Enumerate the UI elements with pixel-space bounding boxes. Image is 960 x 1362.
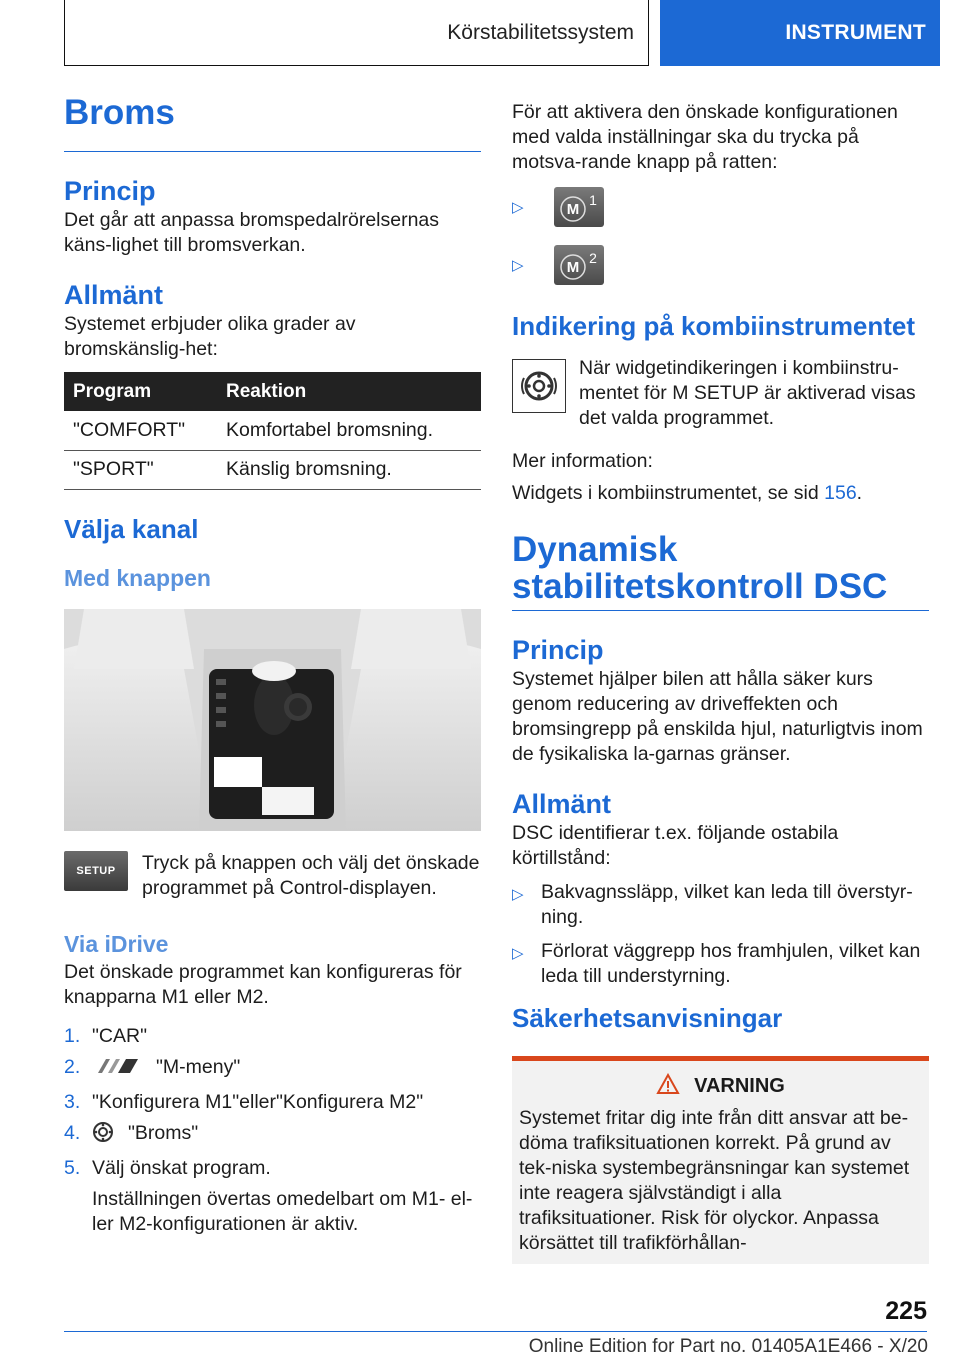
step-text: "Broms" <box>128 1121 199 1144</box>
m1-button-row <box>512 187 929 227</box>
table-cell: "SPORT" <box>64 450 217 489</box>
footer-divider <box>64 1331 927 1332</box>
sakerhet-heading: Säkerhetsanvisningar <box>512 1002 783 1033</box>
bullet-text: Bakvagnssläpp, vilket kan leda till överstyr-ning. <box>541 880 913 928</box>
m2-button-icon <box>554 245 604 285</box>
setup-instruction <box>64 851 481 901</box>
via-idrive-text: Det önskade programmet kan konfigureras för knapparna M1 eller M2. <box>64 960 462 1008</box>
setup-button-icon <box>64 851 128 891</box>
list-item <box>64 1156 481 1181</box>
footer-edition: Online Edition for Part no. 01405A1E466 - X/20 <box>528 1336 928 1357</box>
setup-label: SETUP <box>76 864 116 877</box>
setup-text: Tryck på knappen och välj det önskade programmet på Control-displayen. <box>142 851 480 899</box>
warning-label: VARNING <box>694 1074 785 1097</box>
list-item <box>64 1055 481 1084</box>
table-cell: Komfortabel bromsning. <box>217 411 481 450</box>
step-text: "CAR" <box>92 1024 148 1047</box>
list-item <box>64 1121 481 1150</box>
list-item <box>64 1024 481 1049</box>
bullet-text: Förlorat väggrepp hos framhjulen, vilket kan leda till understyrning. <box>541 939 921 987</box>
step-text: "Konfigurera M1"eller"Konfigurera M2" <box>92 1090 424 1113</box>
dsc-title-line1: Dynamisk <box>512 530 678 569</box>
m2-button-row <box>512 245 929 285</box>
broms-title-block <box>64 95 481 152</box>
header-chapter-tab <box>660 0 940 66</box>
triangle-bullet-icon: ▷ <box>512 944 524 962</box>
program-table <box>64 372 481 490</box>
via-idrive-heading: Via iDrive <box>64 930 169 957</box>
page-number: 225 <box>885 1297 927 1325</box>
step-number: 5. <box>64 1156 81 1179</box>
dsc-bullets <box>512 880 929 989</box>
warning-triangle-icon <box>656 1073 680 1100</box>
table-cell: Känslig bromsning. <box>217 450 481 489</box>
widgets-reference: Widgets i kombiinstrumentet, se sid 156. <box>512 482 863 504</box>
step-number: 3. <box>64 1090 81 1113</box>
left-column <box>64 95 481 1237</box>
indikering-text: När widgetindikeringen i kombiinstru-mentet för M SETUP är aktiverad visas det valda programmet. <box>579 357 916 429</box>
list-item <box>512 939 929 989</box>
step5-note: Inställningen övertas omedelbart om M1- el-ler M2-konfigurationen är aktiv. <box>92 1187 473 1235</box>
triangle-bullet-icon: ▷ <box>512 199 524 216</box>
med-knappen-heading: Med knappen <box>64 564 211 591</box>
dsc-princip-heading: Princip <box>512 634 604 665</box>
brake-widget-icon <box>512 359 566 413</box>
princip-text: Det går att anpassa bromspedalrörelsernas käns-lighet till bromsverkan. <box>64 209 440 256</box>
mer-information: Mer information: <box>512 450 653 472</box>
table-row <box>64 450 481 489</box>
allmant-text: Systemet erbjuder olika grader av bromskänslig-het: <box>64 313 356 360</box>
indikering-block <box>512 356 929 431</box>
widgets-ref-text: Widgets i kombiinstrumentet, se sid <box>512 482 825 504</box>
m1-button-icon <box>554 187 604 227</box>
page-title-broms: Broms <box>64 93 175 132</box>
center-console-image <box>64 609 481 831</box>
list-item <box>512 880 929 930</box>
page-link-156[interactable]: 156 <box>824 482 857 504</box>
header-section-title <box>64 0 649 66</box>
intro-text: För att aktivera den önskade konfigurationen med valda inställningar ska du trycka på motsva-rande knapp på ratten: <box>512 101 898 173</box>
dsc-allmant-heading: Allmänt <box>512 788 612 819</box>
m1-sup: 1 <box>589 192 597 208</box>
m-logo-icon <box>92 1055 144 1084</box>
step-text: "M-meny" <box>156 1055 241 1078</box>
idrive-steps-list <box>64 1024 481 1181</box>
list-item <box>64 1090 481 1115</box>
warning-box <box>512 1056 929 1264</box>
warning-header <box>519 1073 922 1100</box>
table-header-row <box>64 372 481 411</box>
allmant-heading: Allmänt <box>64 280 164 310</box>
m1-letter: M <box>566 201 580 218</box>
warning-text: Systemet fritar dig inte från ditt ansvar att be-döma trafiksituationen korrekt. På grund av tek-niska systembegränsningar kan systemet inte reagera självständigt i alla trafiksituationer. Risk för olyckor. Anpassa körsättet till trafikförhållan- <box>519 1106 910 1254</box>
table-header-program: Program <box>64 372 217 411</box>
step-number: 2. <box>64 1055 81 1078</box>
step-number: 4. <box>64 1121 81 1144</box>
chapter-title: INSTRUMENT <box>785 21 926 44</box>
dsc-allmant-text: DSC identifierar t.ex. följande ostabila körtillstånd: <box>512 821 839 869</box>
section-title: Körstabilitetssystem <box>447 20 634 44</box>
table-row <box>64 411 481 450</box>
triangle-bullet-icon: ▷ <box>512 885 524 903</box>
princip-heading: Princip <box>64 176 156 206</box>
dsc-title-block <box>512 532 929 611</box>
table-header-reaktion: Reaktion <box>217 372 481 411</box>
brake-disc-icon <box>92 1121 116 1150</box>
step-number: 1. <box>64 1024 81 1047</box>
table-cell: "COMFORT" <box>64 411 217 450</box>
valja-kanal-heading: Välja kanal <box>64 513 199 544</box>
center-console-photo <box>64 609 481 831</box>
m2-letter: M <box>566 259 580 276</box>
step-text: Välj önskat program. <box>92 1156 271 1179</box>
indikering-heading: Indikering på kombiinstrumentet <box>512 311 916 341</box>
right-column <box>512 100 929 1264</box>
m2-sup: 2 <box>589 250 597 266</box>
dsc-title-line2: stabilitetskontroll DSC <box>512 566 888 606</box>
dsc-princip-text: Systemet hjälper bilen att hålla säker kurs genom reducering av driveffekten och bromsingrepp på enskilda hjul, naturligtvis inom de fysikaliska la-garnas gränser. <box>512 667 923 765</box>
triangle-bullet-icon: ▷ <box>512 257 524 274</box>
